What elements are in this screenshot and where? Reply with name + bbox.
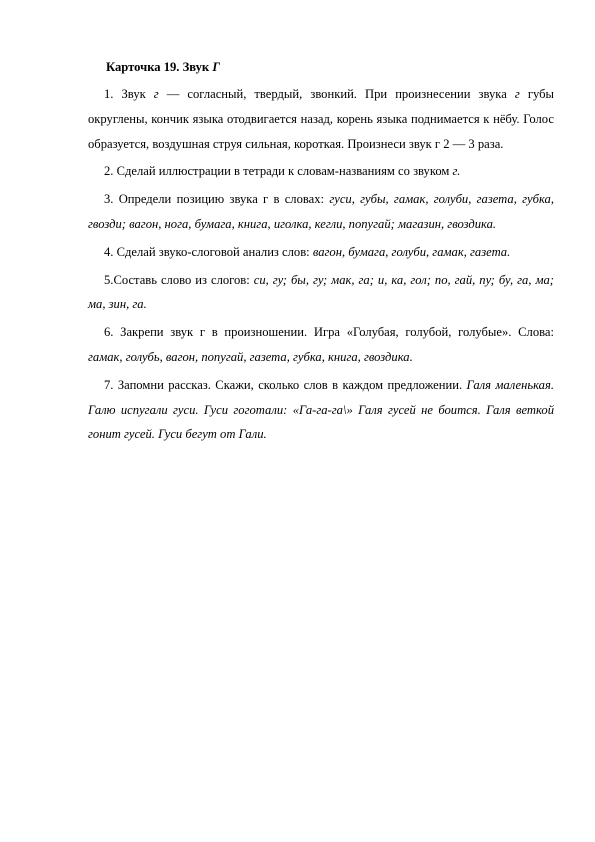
item-2-text: 2. Сделай иллюстрации в тетради к словам-названиям со звуком xyxy=(104,164,453,179)
item-6-text: 6. Закрепи звук г в произношении. Игра «Голубая, голубой, голубые». Слова: xyxy=(104,325,554,340)
item-3-text: 3. Определи позицию звука г в словах: xyxy=(104,192,330,207)
card-title-bold: Карточка 19. Звук xyxy=(106,60,213,74)
item-1-italic-a: г xyxy=(153,87,159,101)
item-1-text-b: — согласный, твердый, звонкий. При произнесении звука xyxy=(158,87,515,101)
item-4-words: вагон, бумага, голуби, гамак, газета. xyxy=(312,244,511,259)
item-2-italic: г. xyxy=(452,164,461,179)
item-5-syllables: си, гу; бы, гу; мак, га; и, ка, гол; по, гай, пу; бу, га, ма; ма, зин, га. xyxy=(88,272,554,312)
item-3-words: гуси, губы, гамак, голуби, газета, губка, гвозди; вагон, нога, бумага, книга, иголка, кегли, попугай; магазин, гвоздика. xyxy=(88,192,554,231)
item-5-text: 5.Составь слово из слогов: xyxy=(104,272,254,287)
item-3 xyxy=(88,187,554,237)
card-title-letter: Г xyxy=(212,60,220,74)
item-4-text: 4. Сделай звуко-слоговой анализ слов: xyxy=(104,244,313,259)
item-7-text: 7. Запомни рассказ. Скажи, сколько слов в каждом предложении. xyxy=(104,377,467,392)
item-6 xyxy=(88,320,554,370)
item-7 xyxy=(88,373,554,447)
item-1-text-a: 1. Звук xyxy=(104,87,154,101)
item-4 xyxy=(88,240,554,265)
item-1-text-c: губы округлены, кончик языка отодвигается назад, корень языка поднимается к нёбу. Голос образуется, воздушная струя сильная, короткая. Произнеси звук г 2 — 3 раза. xyxy=(88,87,554,151)
document-page xyxy=(88,56,554,450)
item-7-story: Галя маленькая. Галю испугали гуси. Гуси гоготали: «Га-га-га\» Галя гусей не боится. Галя веткой гонит гусей. Гуси бегут от Гали. xyxy=(88,377,554,442)
card-title xyxy=(106,56,554,78)
item-1 xyxy=(88,82,554,156)
item-1-italic-b: г xyxy=(514,87,520,101)
item-6-words: гамак, голубь, вагон, попугай, газета, губка, книга, гвоздика. xyxy=(88,349,413,364)
item-5 xyxy=(88,268,554,318)
item-2 xyxy=(88,159,554,184)
